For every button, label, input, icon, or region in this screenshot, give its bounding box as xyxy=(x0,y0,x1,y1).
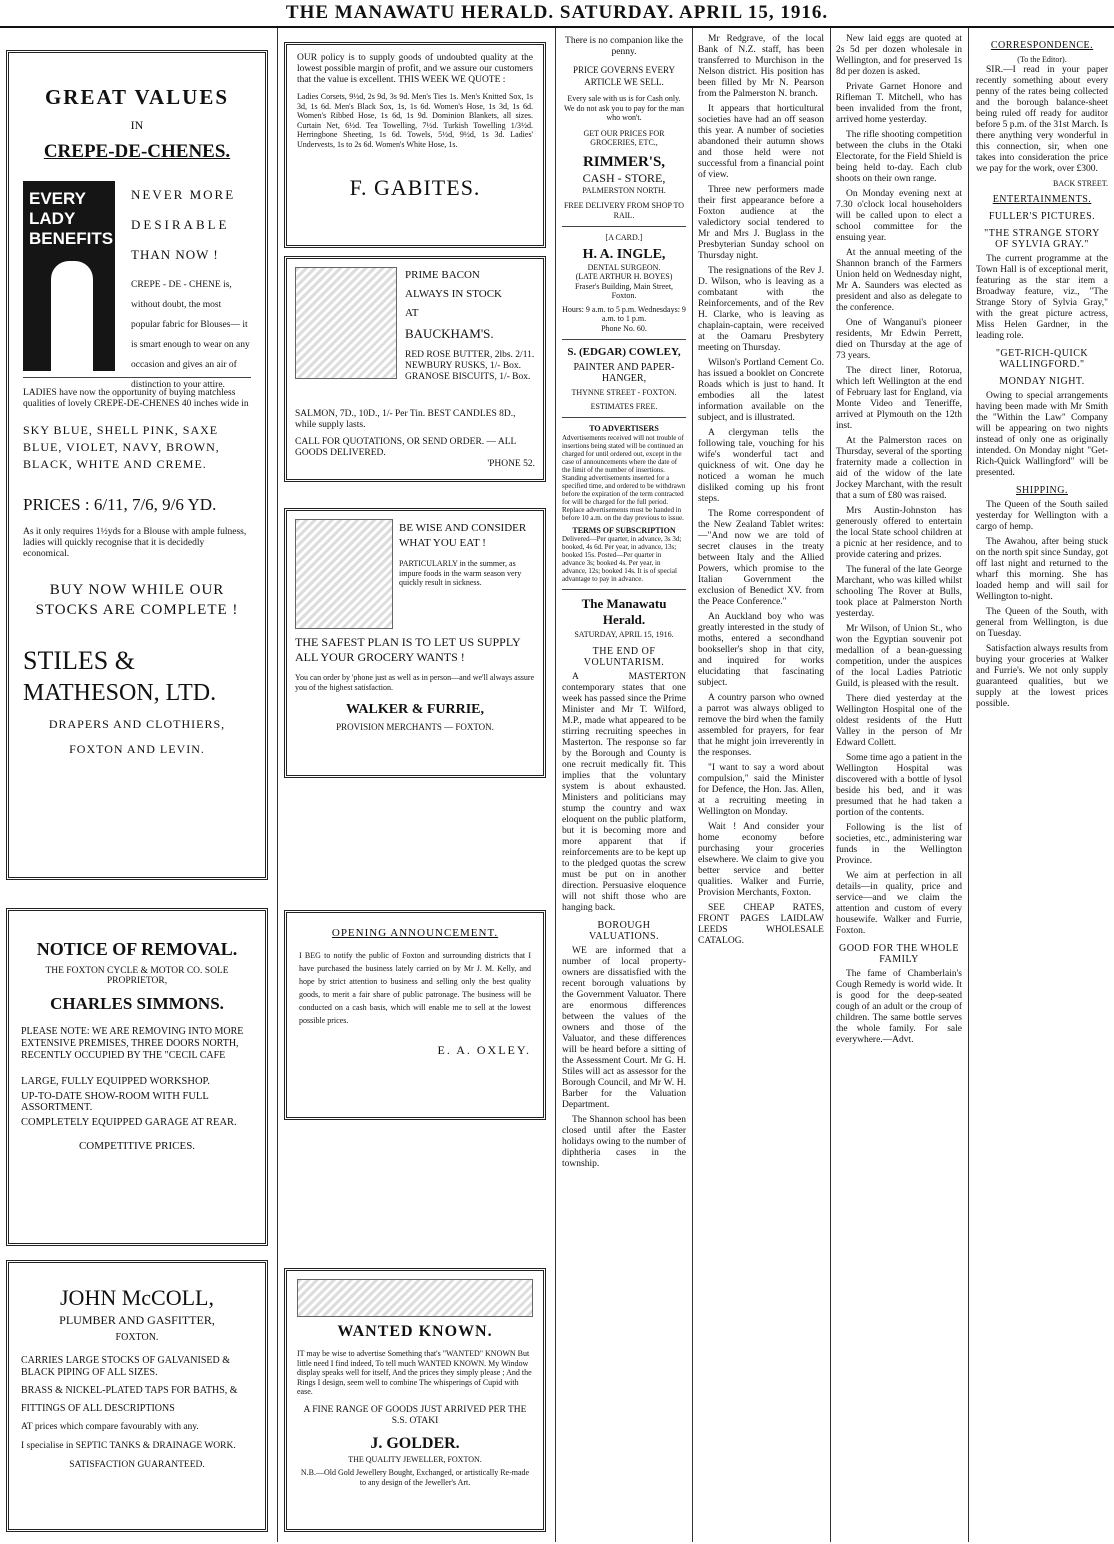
article-heading: THE END OF VOLUNTARISM. xyxy=(583,645,665,668)
ad-headline: CREPE-DE-CHENES. xyxy=(43,141,231,162)
ad-firm: F. GABITES. xyxy=(349,175,481,200)
ad-pitch: DESIRABLE xyxy=(131,217,230,232)
ad-line: AT prices which compare favourably with any. xyxy=(21,1422,199,1432)
simmons-removal-ad xyxy=(6,908,268,1246)
column-4 xyxy=(696,28,826,1542)
ad-line: LARGE, FULLY EQUIPPED WORKSHOP. xyxy=(21,1076,210,1087)
section-heading: ENTERTAINMENTS. xyxy=(992,194,1092,205)
column-6 xyxy=(972,28,1110,1542)
ad-line: FITTINGS OF ALL DESCRIPTIONS xyxy=(21,1403,175,1414)
article-heading: BOROUGH VALUATIONS. xyxy=(588,919,660,942)
news-item: Satisfaction always results from buying your groceries at Walker and Furrie's. We not only supply guaranteed qualities, but we supply at the lowest prices possible. xyxy=(976,644,1108,709)
ad-line: CARRIES LARGE STOCKS OF GALVANISED & BLACK PIPING OF ALL SIZES. xyxy=(21,1355,231,1378)
butcher-illustration xyxy=(295,267,397,379)
ad-firm: MATHESON, LTD. xyxy=(23,680,217,706)
ad-item: RED ROSE BUTTER, 2lbs. 2/11. xyxy=(405,350,535,360)
news-item: Mr Redgrave, of the local Bank of N.Z. staff, has been transferred to Murchison in the Nelson district. His position has been filled by Mr N. Pearson from the Palmerston N. branch. xyxy=(698,34,824,99)
bauckham-ad xyxy=(284,256,546,482)
news-item: Owing to special arrangements having been made with Mr Smith the "Within the Law" Company will be appearing on two nights instead of only one as originally intended. On Monday night "Get-Rich-Quick Wallingford" will be presented. xyxy=(976,391,1108,478)
newspaper-page xyxy=(0,28,1114,1542)
ad-title: OPENING ANNOUNCEMENT. xyxy=(331,927,499,939)
jewellery-illustration xyxy=(297,1279,533,1317)
news-item: The Queen of the South sailed yesterday for Wellington with a cargo of hemp. xyxy=(976,500,1108,532)
letter-body: SIR.—I read in your paper recently something about every penny of the rates being collected and the borough balance-sheet being ruled off ready for auditor before 5 p.m. of the 31st March. Is there anything very wonderful in this connection, sir, when one takes into consideration the price we pay for the work, over £300. xyxy=(976,64,1108,174)
ad-title: NOTICE OF REMOVAL. xyxy=(36,939,238,959)
ad-range: A FINE RANGE OF GOODS JUST ARRIVED PER THE S.S. OTAKI xyxy=(303,1404,527,1426)
ad-body: CREPE - DE - CHENE is, without doubt, the most popular fabric for Blouses— it is smart enough to wear on any occasion and gives an air of distinction to your attire. xyxy=(131,280,250,390)
ad-line: COMPLETELY EQUIPPED GARAGE AT REAR. xyxy=(21,1117,237,1128)
article-heading: "GET-RICH-QUICK WALLINGFORD." xyxy=(995,348,1089,370)
walker-furrie-ad xyxy=(284,508,546,778)
ad-est: ESTIMATES FREE. xyxy=(590,401,658,411)
news-item: The rifle shooting competition between the clubs in the Otaki Electorate, for the Field Shield is being held to-day. Each club shoots on their own range. xyxy=(836,130,962,184)
subscription-title: TERMS OF SUBSCRIPTION xyxy=(572,525,676,535)
ad-headline: GREAT VALUES xyxy=(44,85,230,109)
ad-line: There is no companion like the penny. xyxy=(565,36,683,57)
section-heading: CORRESPONDENCE. xyxy=(990,40,1094,51)
ad-line: PRICE GOVERNS EVERY ARTICLE WE SELL. xyxy=(572,65,675,87)
letter-signature: BACK STREET. xyxy=(1053,178,1108,188)
news-item: One of Wanganui's pioneer residents, Mr Edwin Perrett, died on Thursday at the age of 73 years. xyxy=(836,318,962,361)
column-rule xyxy=(830,28,831,1542)
ad-note: As it only requires 1½yds for a Blouse with ample fulness, ladies will quickly recognise that it is decidedly economical. xyxy=(23,527,247,559)
ad-body: I BEG to notify the public of Foxton and surrounding districts that I have purchased the business lately carried on by Mr J. M. Kelly, and hope by strict attention to business and selling only the best quality goods, to merit a fair share of public patronage. The business will be conducted on a cash basis, which will enable me to sell at the lowest possible prices. xyxy=(299,951,531,1025)
news-item: Mr Wilson, of Union St., who won the Egyptian souvenir pot medallion of a bean-guessing competition, under the auspices of the local Ladies Patriotic Guild, is pleased with the result. xyxy=(836,624,962,689)
article-paragraph: The Shannon school has been closed until after the Easter holidays owing to the number of diphtheria cases in the township. xyxy=(562,1114,686,1169)
ad-trade: THE QUALITY JEWELLER, FOXTON. xyxy=(348,1454,482,1464)
ad-title: WANTED KNOWN. xyxy=(337,1323,493,1340)
newspaper-nameplate: The Manawatu Herald. xyxy=(581,596,667,627)
news-item: The direct liner, Rotorua, which left Wellington at the end of February last for England, via Monte Video and Teneriffe, arrived at Plymouth on the 12th inst. xyxy=(836,366,962,431)
correspondence-to: (To the Editor). xyxy=(1017,55,1067,64)
ad-town: PALMERSTON NORTH. xyxy=(582,185,666,195)
ad-name: JOHN McCOLL, xyxy=(60,1285,214,1310)
advertisers-body: Advertisements received will not trouble of insertions being stated will be continued an charged for until ordered out, except in the case of announcements where the date of the limit of the number of insertions. Standing advertisements inserted for a specified time, and ordered to be withdrawn before the expiration of the term contracted for will be charged for the full period. Replace advertisements must be handed in before 10 a.m. on the day previous to issue. xyxy=(562,433,686,522)
ad-places: FOXTON AND LEVIN. xyxy=(69,742,205,756)
every-lady-benefits-badge: EVERY LADY BENEFITS xyxy=(23,181,115,371)
ad-price-list: Ladies Corsets, 9½d, 2s 9d, 3s 9d. Men's Ties 1s. Men's Knitted Sox, 1s 3d, 1s 6d. Men's Black Sox, 1s, 1s 6d. Women's Hose, 1s 3d, 1s 6d. Women's Ribbed Hose, 1s 6d, 1s 9d. Dominion Blankets, all sizes. Curtain Net, 6½d. Tea Towelling, 7½d. Turkish Towelling 1/3½d. Herringbone Sheeting, 1s 6d. Towels, 5½d, 9½d, 1s 3d. Ladies' Undervests, 1s to 2s 6d. Women's White Hose, 1s. xyxy=(297,92,533,149)
advertisers-title: TO ADVERTISERS xyxy=(589,424,659,433)
column-5 xyxy=(834,28,964,1542)
ad-pitch: NEVER MORE xyxy=(131,187,236,202)
subscription-body: Delivered—Per quarter, in advance, 3s 3d; booked, 4s 6d. Per year, in advance, 13s; booked 15s. Posted—Per quarter in advance 3s; booked 4s. Per year, in advance, 12s; booked 14s. It is of special advantage to pay in advance. xyxy=(562,535,682,583)
column-rule xyxy=(555,28,556,1542)
ad-trade: PROVISION MERCHANTS — FOXTON. xyxy=(336,722,494,732)
ad-line: ALWAYS IN STOCK xyxy=(405,288,502,300)
news-item: Wilson's Portland Cement Co. has issued a booklet on Concrete Roads which is just to hand. It embodies all the latest information available on the subject, and is illustrated. xyxy=(698,358,824,423)
ad-prices: PRICES : 6/11, 7/6, 9/6 YD. xyxy=(23,495,217,514)
news-item: The fame of Chamberlain's Cough Remedy is world wide. It is good for the deep-seated cough of an adult or the croup of children. The same bottle serves the whole family. For sale everywhere.—Advt. xyxy=(836,969,962,1045)
masthead: THE MANAWATU HERALD. SATURDAY. APRIL 15, 1916. xyxy=(0,0,1114,28)
ad-firm: RIMMER'S, xyxy=(582,153,666,170)
ad-phone: 'PHONE 52. xyxy=(487,459,535,469)
ad-item: SALMON, 7D., 10D., 1/- Per Tin. BEST CANDLES 8D., while supply lasts. xyxy=(295,409,516,430)
news-item: There died yesterday at the Wellington Hospital one of the oldest residents of the Hutt Valley in the person of Mr Edward Collett. xyxy=(836,694,962,748)
ad-phone: Phone No. 60. xyxy=(601,323,647,333)
ad-sign: E. A. OXLEY. xyxy=(437,1043,531,1057)
ad-item: CALL FOR QUOTATIONS, OR SEND ORDER. — ALL GOODS DELIVERED. xyxy=(295,437,517,458)
mccoll-ad xyxy=(6,1260,268,1532)
news-item: A clergyman tells the following tale, vouching for his wife's wonderful tact and quickness of wit. One day he noticed a woman he much disliked coming up his front steps. xyxy=(698,428,824,504)
ad-line: BE WISE AND CONSIDER WHAT YOU EAT ! xyxy=(399,522,527,549)
news-item: It appears that horticultural societies have had an off season this year. A number of societies abandoned their autumn shows and those held were not successful from a financial point of view. xyxy=(698,104,824,180)
oxley-ad xyxy=(284,910,546,1120)
news-item: An Auckland boy who was greatly interested in the study of moths, entered a secondhand bookseller's shop in that city, and inquired for works elucidating that fascinating subject. xyxy=(698,612,824,688)
news-item: A country parson who owned a parrot was always obliged to remove the bird when the family assembled for prayers, for fear that he might join irreverently in the responses. xyxy=(698,693,824,758)
ad-line: SATISFACTION GUARANTEED. xyxy=(69,1460,205,1470)
article-heading: "THE STRANGE STORY OF SYLVIA GRAY." xyxy=(984,228,1100,250)
ad-name: H. A. INGLE, xyxy=(582,246,666,262)
ad-trade: DRAPERS AND CLOTHIERS, xyxy=(48,717,226,731)
ad-line: COMPETITIVE PRICES. xyxy=(78,1140,196,1152)
column-rule xyxy=(692,28,693,1542)
ad-line: THE SAFEST PLAN IS TO LET US SUPPLY ALL YOUR GROCERY WANTS ! xyxy=(295,635,521,664)
ad-note: PLEASE NOTE: WE ARE REMOVING INTO MORE EXTENSIVE PREMISES, THREE DOORS NORTH, RECENTLY OCCUPIED BY THE "CECIL CAFE xyxy=(21,1026,244,1061)
ad-line: FREE DELIVERY FROM SHOP TO RAIL. xyxy=(563,201,685,220)
ad-addr: THYNNE STREET - FOXTON. xyxy=(571,388,677,397)
news-item: Following is the list of societies, etc., administering war funds in the Wellington Province. xyxy=(836,823,962,866)
ad-firm: J. GOLDER. xyxy=(370,1434,460,1452)
news-item: We aim at perfection in all details—in quality, price and service—and we claim the attention and custom of every housewife. Walker and Furrie, Foxton. xyxy=(836,871,962,936)
ad-line: AT xyxy=(405,307,419,319)
ad-card: [A CARD.] xyxy=(605,233,643,242)
news-item: The funeral of the late George Marchant, who was killed whilst schooling The Rover at Bulls, took place at Palmerston North yesterday. xyxy=(836,565,962,619)
news-item: Three new performers made their first appearance before a Foxton audience at the valedictory social tendered to Mr and Mrs J. Buglass in the Presbyterian Sunday school on Thursday night. xyxy=(698,185,824,261)
news-item: Mrs Austin-Johnston has generously offered to entertain the local State school children at a picnic at her residence, and to provide catering and prizes. xyxy=(836,506,962,560)
news-item: New laid eggs are quoted at 2s 5d per dozen wholesale in Wellington, and for preserved 1s 8d per dozen is asked. xyxy=(836,34,962,77)
column-rule xyxy=(968,28,969,1542)
ad-addr: Fraser's Building, Main Street, Foxton. xyxy=(574,281,674,300)
ad-firm: STILES & xyxy=(23,646,135,675)
ad-town: FOXTON. xyxy=(115,1332,159,1343)
ad-item: NEWBURY RUSKS, 1/- Box. xyxy=(405,361,522,371)
ad-store: CASH - STORE, xyxy=(582,170,666,185)
news-item: The resignations of the Rev J. D. Wilson, who is leaving as a combatant with the Reinforcements, and of the Rev H. Clarke, who is leaving as chaplain-captain, were received at the Oamaru Presbytery meeting on Thursday. xyxy=(698,266,824,353)
column-3 xyxy=(560,28,688,1542)
article-heading: GOOD FOR THE WHOLE FAMILY xyxy=(838,943,959,965)
gabites-ad xyxy=(284,42,546,248)
ad-item: GRANOSE BISCUITS, 1/- Box. xyxy=(405,372,531,382)
ad-name: CHARLES SIMMONS. xyxy=(50,994,224,1013)
ad-line: PRIME BACON xyxy=(405,269,480,281)
news-item: Some time ago a patient in the Wellington Hospital was discovered with a bottle of lysol beside his bed, and it was presumed that he had taken a portion of the contents. xyxy=(836,753,962,818)
article-paragraph: A MASTERTON contemporary states that one week has passed since the Prime Minister and Mr T. Wilford, M.P., made what appeared to be stirring recruiting speeches in Masterton. The response so far by the Borough and County is one recruit medically fit. This implies that the voluntary system is about exhausted. Ministers and politicians may stump the country and wax eloquent on the public platform, but it is becoming more and more apparent that if reinforcements are to be kept up to the pledged quotas the screw must be put on in another direction. Persuasive eloquence will not shift those who are hanging back. xyxy=(562,671,686,913)
ad-pitch: THAN NOW ! xyxy=(131,247,219,262)
issue-date: SATURDAY, APRIL 15, 1916. xyxy=(574,630,674,639)
ad-colours: SKY BLUE, SHELL PINK, SAXE BLUE, VIOLET, NAVY, BROWN, BLACK, WHITE AND CREME. xyxy=(23,423,220,471)
ad-trade: PLUMBER AND GASFITTER, xyxy=(59,1313,215,1327)
article-paragraph: WE are informed that a number of local property-owners are dissatisfied with the recent borough valuations by the Government Valuator. There are enormous differences between the values of the owners and those of the Valuator, and these differences will be heard before a sitting of the Assessment Court. Mr G. H. Stiles will act as assessor for the Borough Council, and Mr W. H. Barber for the Valuation Department. xyxy=(562,945,686,1110)
ad-cta: BUY NOW WHILE OUR STOCKS ARE COMPLETE ! xyxy=(35,582,239,618)
ad-hours: Hours: 9 a.m. to 5 p.m. Wednesdays: 9 a.m. to 1 p.m. xyxy=(562,304,686,323)
ad-line: Every sale with us is for Cash only. We do not ask you to pay for the man who won't. xyxy=(564,94,684,122)
ad-line: You can order by 'phone just as well as in person—and we'll always assure you of the highest satisfaction. xyxy=(295,673,535,692)
news-item: The Awahou, after being stuck on the north spit since Sunday, got off last night and returned to the wharf this morning. She has loaded hemp and will sail for Wellington to-night. xyxy=(976,537,1108,602)
ad-line: I specialise in SEPTIC TANKS & DRAINAGE WORK. xyxy=(21,1441,236,1451)
article-heading: MONDAY NIGHT. xyxy=(999,376,1085,387)
article-heading: FULLER'S PICTURES. xyxy=(988,211,1096,222)
news-item: At the Palmerston races on Thursday, several of the sporting fraternity made a collection in aid of the widow of the late Jockey Marchant, with the result that a sum of £80 was raised. xyxy=(836,436,962,501)
news-item: The Rome correspondent of the New Zealand Tablet writes:—"And now we are told of secret clauses in the treaty between Italy and the Allied Powers, which promise to the Italian Government the exclusion of Benedict XV. from the Peace Conference." xyxy=(698,509,824,607)
ad-line: PARTICULARLY in the summer, as impure foods in the warm season very quickly result in sickness. xyxy=(399,559,522,587)
golder-ad xyxy=(284,1268,546,1532)
section-heading: SHIPPING. xyxy=(1015,485,1068,496)
ad-body: IT may be wise to advertise Something that's "WANTED" KNOWN But little need I find indeed, To tell much WANTED KNOWN. My Window display speaks well for itself, And the prices they simply please ; And the Rings I design, seem well to combine The whisperings of Cupid with ease. xyxy=(297,1349,532,1396)
ad-note: N.B.—Old Gold Jewellery Bought, Exchanged, or artistically Re-made to any design of the Jeweller's Art. xyxy=(300,1468,530,1487)
ad-firm: WALKER & FURRIE, xyxy=(345,702,485,717)
ad-line: BRASS & NICKEL-PLATED TAPS FOR BATHS, & xyxy=(21,1385,238,1396)
waiter-illustration xyxy=(295,519,393,629)
news-item: Private Garnet Honore and Rifleman T. Mitchell, who has been invalided from the front, arrived home yesterday. xyxy=(836,82,962,125)
ad-line: UP-TO-DATE SHOW-ROOM WITH FULL ASSORTMENT. xyxy=(21,1091,209,1113)
ad-intro: LADIES have now the opportunity of buying matchless qualities of lovely CREPE-DE-CHENES 40 inches wide in xyxy=(23,388,249,409)
news-item: At the annual meeting of the Shannon branch of the Farmers Union held on Wednesday night, Mr A. Saunders was elected as president and also as delegate to the conference. xyxy=(836,248,962,313)
ad-sub: THE FOXTON CYCLE & MOTOR CO. SOLE PROPRIETOR, xyxy=(45,966,229,986)
ad-line: BAUCKHAM'S. xyxy=(405,326,494,341)
news-item: SEE CHEAP RATES, FRONT PAGES LAIDLAW LEEDS WHOLESALE CATALOG. xyxy=(698,903,824,946)
ad-prev: (LATE ARTHUR H. BOYES) xyxy=(575,272,673,281)
ad-body: OUR policy is to supply goods of undoubted quality at the lowest possible margin of profit, and we assure our customers that the value is excellent. THIS WEEK WE QUOTE : xyxy=(297,53,533,85)
column-rule xyxy=(277,28,278,1542)
news-item: Wait ! And consider your home economy before purchasing your groceries elsewhere. We claim to give you better service and better qualities. Walker and Furrie, Provision Merchants, Foxton. xyxy=(698,822,824,898)
news-item: The Queen of the South, with general from Wellington, is due on Tuesday. xyxy=(976,607,1108,639)
ad-trade: PAINTER AND PAPER-HANGER, xyxy=(573,362,675,384)
news-item: "I want to say a word about compulsion," said the Minister for Defence, the Hon. Jas. Allen, at a recruiting meeting in Wellington on Monday. xyxy=(698,763,824,817)
stiles-matheson-ad xyxy=(6,50,268,880)
ad-headline: IN xyxy=(130,118,144,132)
news-item: The current programme at the Town Hall is of exceptional merit, featuring as the star item a Broadway feature, viz., "The Strange Story of Sylvia Gray," with the great picture actress, Miss Helen Gardner, in the leading role. xyxy=(976,254,1108,341)
ad-name: S. (EDGAR) COWLEY, xyxy=(567,346,681,358)
ad-trade: DENTAL SURGEON. xyxy=(587,262,661,272)
pointing-hand-icon xyxy=(51,261,93,371)
news-item: On Monday evening next at 7.30 o'clock local householders will be called upon to elect a school committee for the ensuing year. xyxy=(836,189,962,243)
ad-line: GET OUR PRICES FOR GROCERIES, ETC., xyxy=(583,128,665,147)
